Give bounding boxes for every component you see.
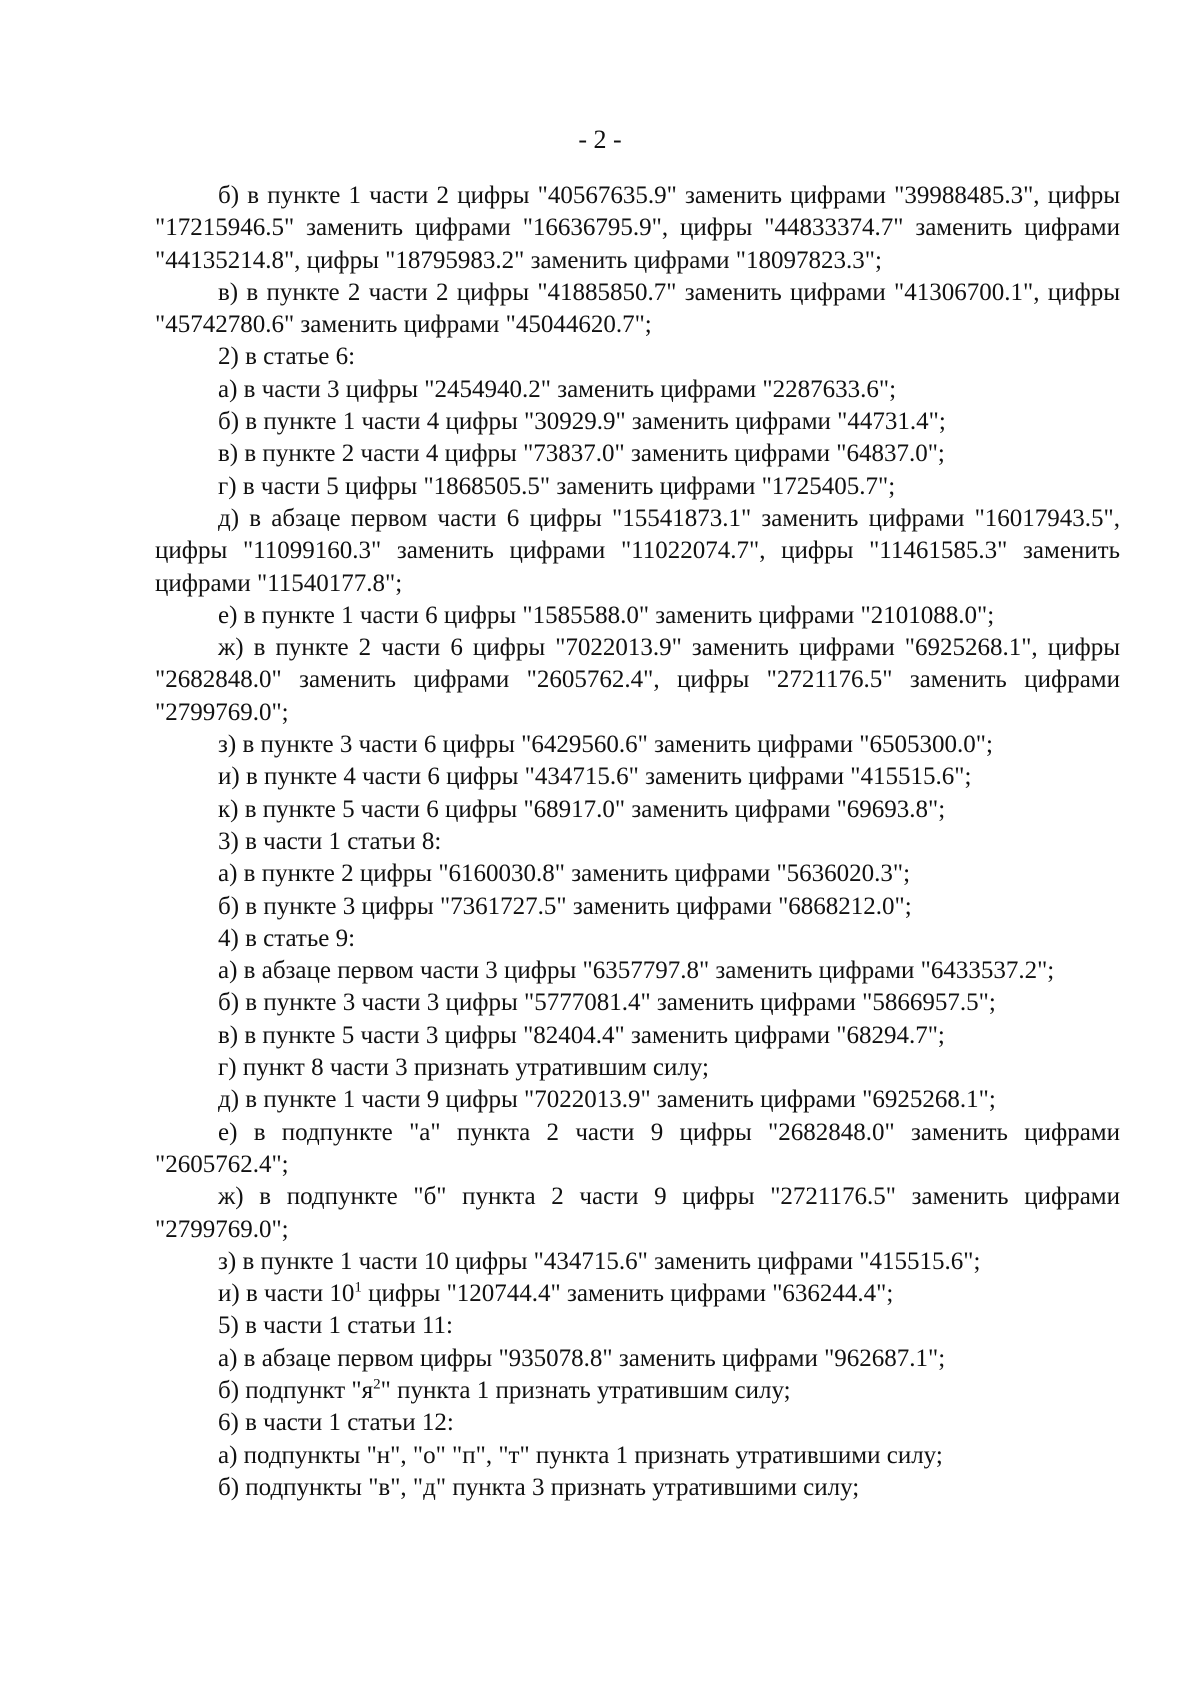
text-fragment: цифры "120744.4" заменить цифрами "636244.4";	[361, 1280, 894, 1308]
paragraph: б) в пункте 1 части 4 цифры "30929.9" заменить цифрами "44731.4";	[218, 408, 946, 436]
paragraph: а) подпункты "н", "о" "п", "т" пункта 1 признать утратившими силу;	[218, 1441, 943, 1469]
paragraph: г) пункт 8 части 3 признать утратившим силу;	[218, 1054, 709, 1082]
paragraph: а) в части 3 цифры "2454940.2" заменить цифрами "2287633.6";	[218, 375, 897, 403]
superscript: 1	[354, 1279, 362, 1296]
paragraph: з) в пункте 3 части 6 цифры "6429560.6" заменить цифрами "6505300.0";	[218, 731, 993, 759]
superscript: 2	[373, 1376, 381, 1393]
paragraph-with-superscript	[155, 1278, 1120, 1310]
page-number: - 2 -	[578, 125, 622, 154]
paragraph: а) в абзаце первом части 3 цифры "6357797.8" заменить цифрами "6433537.2";	[218, 957, 1055, 985]
text-fragment: " пункта 1 признать утратившим силу;	[380, 1376, 791, 1404]
paragraph: а) в абзаце первом цифры "935078.8" заменить цифрами "962687.1";	[218, 1344, 946, 1372]
paragraph: з) в пункте 1 части 10 цифры "434715.6" заменить цифрами "415515.6";	[218, 1247, 981, 1275]
paragraph: и) в пункте 4 части 6 цифры "434715.6" заменить цифрами "415515.6";	[218, 763, 972, 791]
paragraph-with-superscript	[155, 1375, 1120, 1407]
paragraph: в) в пункте 2 части 4 цифры "73837.0" заменить цифрами "64837.0";	[218, 440, 945, 468]
document-body	[155, 180, 1120, 1504]
paragraph: е) в пункте 1 части 6 цифры "1585588.0" заменить цифрами "2101088.0";	[218, 601, 995, 629]
paragraph: к) в пункте 5 части 6 цифры "68917.0" заменить цифрами "69693.8";	[218, 795, 946, 823]
paragraph: д) в пункте 1 части 9 цифры "7022013.9" заменить цифрами "6925268.1";	[218, 1086, 996, 1114]
text-fragment: и) в части 10	[218, 1280, 355, 1308]
paragraph: б) в пункте 3 цифры "7361727.5" заменить цифрами "6868212.0";	[218, 892, 912, 920]
paragraph: 5) в части 1 статьи 11:	[218, 1312, 453, 1340]
paragraph: ж) в подпункте "б" пункта 2 части 9 цифры "2721176.5" заменить цифрами "2799769.0";	[155, 1183, 1120, 1243]
paragraph: д) в абзаце первом части 6 цифры "15541873.1" заменить цифрами "16017943.5", цифры "11099160.3" заменить цифрами "11022074.7", цифры "11461585.3" заменить цифрами "11540177.8";	[155, 504, 1120, 597]
paragraph: 2) в статье 6:	[218, 343, 356, 371]
paragraph: в) в пункте 5 части 3 цифры "82404.4" заменить цифрами "68294.7";	[218, 1021, 945, 1049]
paragraph: е) в подпункте "а" пункта 2 части 9 цифры "2682848.0" заменить цифрами "2605762.4";	[155, 1118, 1120, 1178]
paragraph: ж) в пункте 2 части 6 цифры "7022013.9" заменить цифрами "6925268.1", цифры "2682848.0" заменить цифрами "2605762.4", цифры "2721176.5" заменить цифрами "2799769.0";	[155, 634, 1120, 726]
text-fragment: б) подпункт "я	[218, 1376, 374, 1404]
paragraph: 3) в части 1 статьи 8:	[218, 827, 442, 855]
paragraph: б) подпункты "в", "д" пункта 3 признать утратившими силу;	[218, 1473, 860, 1501]
paragraph: г) в части 5 цифры "1868505.5" заменить цифрами "1725405.7";	[218, 472, 896, 500]
paragraph: б) в пункте 3 части 3 цифры "5777081.4" заменить цифрами "5866957.5";	[218, 989, 996, 1017]
paragraph: в) в пункте 2 части 2 цифры "41885850.7" заменить цифрами "41306700.1", цифры "45742780.6" заменить цифрами "45044620.7";	[155, 278, 1120, 339]
paragraph: б) в пункте 1 части 2 цифры "40567635.9" заменить цифрами "39988485.3", цифры "17215946.5" заменить цифрами "16636795.9", цифры "44833374.7" заменить цифрами "44135214.8", цифры "18795983.2" заменить цифрами "18097823.3";	[155, 182, 1120, 274]
paragraph: а) в пункте 2 цифры "6160030.8" заменить цифрами "5636020.3";	[218, 860, 911, 888]
paragraph: 4) в статье 9:	[218, 924, 356, 952]
paragraph: 6) в части 1 статьи 12:	[218, 1409, 454, 1437]
